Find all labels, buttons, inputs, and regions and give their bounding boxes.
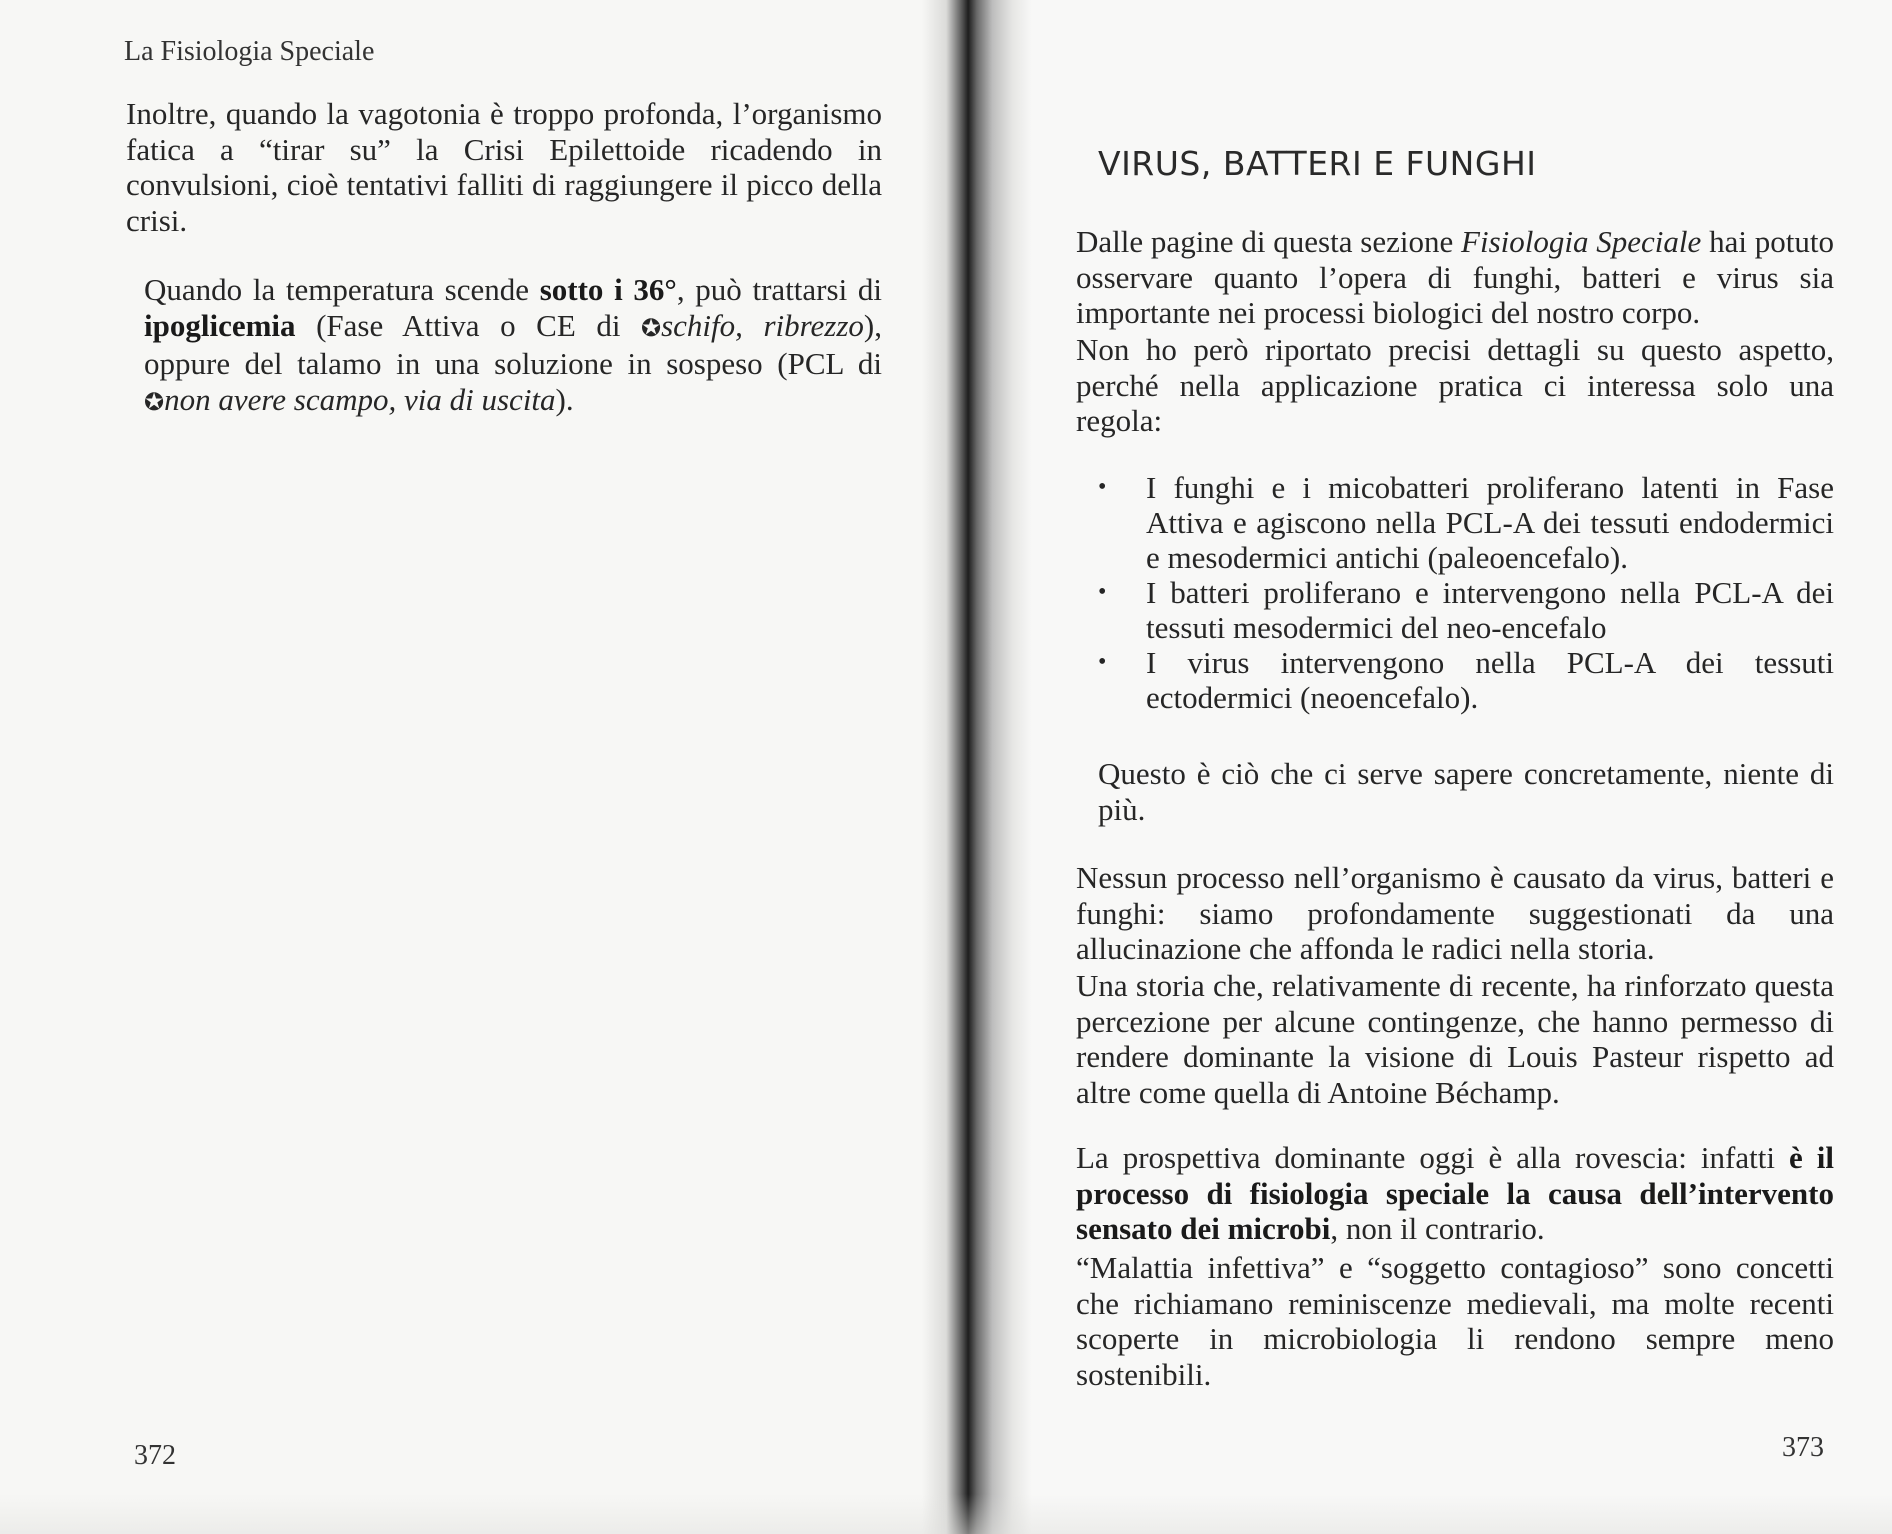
right-paragraph-5: Una storia che, relativamente di recente, ha rinforzato questa percezione per alcune contingenze, che hanno permesso di rendere dominante la visione di Louis Pasteur rispetto ad altre come quella di Antoine Béchamp. bbox=[1076, 968, 1834, 1110]
right-paragraph-3: Questo è ciò che ci serve sapere concretamente, niente di più. bbox=[1098, 756, 1834, 827]
text-run: (Fase Attiva o CE di bbox=[295, 307, 641, 343]
text-run: ), oppure del talamo in una soluzione in sospeso (PCL di bbox=[144, 307, 882, 381]
list-item-text: I batteri proliferano e intervengono nella PCL-A dei tessuti mesodermici del neo-encefalo bbox=[1146, 575, 1834, 645]
list-item bbox=[1098, 645, 1834, 715]
list-item-text: I virus intervengono nella PCL-A dei tessuti ectodermici (neoencefalo). bbox=[1146, 645, 1834, 715]
right-paragraph-2: Non ho però riportato precisi dettagli su questo aspetto, perché nella applicazione pratica ci interessa solo una regola: bbox=[1076, 332, 1834, 438]
right-paragraph-4: Nessun processo nell’organismo è causato da virus, batteri e funghi: siamo profondamente suggestionati da una allucinazione che affonda le radici nella storia. bbox=[1076, 860, 1834, 966]
bullet-icon: • bbox=[1098, 579, 1107, 605]
list-item bbox=[1098, 470, 1834, 575]
list-item bbox=[1098, 575, 1834, 645]
bullet-list bbox=[1098, 470, 1834, 715]
book-gutter-shadow bbox=[922, 0, 1032, 1534]
italic-text: Fisiologia Speciale bbox=[1461, 224, 1702, 259]
right-paragraph-1 bbox=[1076, 224, 1834, 331]
italic-text: schifo, ribrezzo bbox=[661, 307, 864, 343]
bold-text: è il processo di fisiologia speciale la causa dell’intervento sensato dei microbi bbox=[1076, 1140, 1834, 1246]
text-run: Dalle pagine di questa sezione bbox=[1076, 224, 1462, 259]
italic-text: non avere scampo, via di uscita bbox=[164, 381, 556, 417]
text-run: Quando la temperatura scende bbox=[144, 272, 540, 307]
conflict-star-icon: ✪ bbox=[640, 313, 662, 342]
running-head: La Fisiologia Speciale bbox=[124, 36, 375, 67]
text-run: ). bbox=[555, 381, 574, 417]
text-run: La prospettiva dominante oggi è alla rovescia: infatti bbox=[1076, 1140, 1789, 1175]
left-paragraph-2 bbox=[144, 272, 882, 420]
right-paragraph-7: “Malattia infettiva” e “soggetto contagioso” sono concetti che richiamano reminiscenze medievali, ma molte recenti scoperte in microbiologia li rendono sempre meno sostenibili. bbox=[1076, 1250, 1834, 1392]
list-item-text: I funghi e i micobatteri proliferano latenti in Fase Attiva e agiscono nella PCL-A dei tessuti endodermici e mesodermici antichi (paleoencefalo). bbox=[1146, 470, 1834, 575]
bullet-icon: • bbox=[1098, 649, 1107, 675]
conflict-star-icon: ✪ bbox=[144, 387, 165, 416]
bold-text: sotto i 36° bbox=[539, 272, 677, 307]
page-number-left: 372 bbox=[134, 1440, 176, 1471]
page-number-right: 373 bbox=[1782, 1432, 1824, 1463]
page-bottom-shade bbox=[0, 1494, 1892, 1534]
section-title: VIRUS, BATTERI E FUNGHI bbox=[1098, 144, 1537, 183]
text-run: , non il contrario. bbox=[1330, 1211, 1545, 1246]
text-run: , può trattarsi di bbox=[676, 272, 882, 307]
bold-text: ipoglicemia bbox=[144, 307, 296, 343]
left-paragraph-1: Inoltre, quando la vagotonia è troppo profonda, l’organismo fatica a “tirar su” la Crisi Epilettoide ricadendo in convulsioni, cioè tentativi falliti di raggiungere il picco della crisi. bbox=[126, 96, 882, 238]
bullet-icon: • bbox=[1098, 474, 1107, 500]
text-run: hai potuto osservare quanto l’opera di funghi, batteri e virus sia importante nei processi biologici del nostro corpo. bbox=[1076, 224, 1834, 330]
right-paragraph-6 bbox=[1076, 1140, 1834, 1247]
